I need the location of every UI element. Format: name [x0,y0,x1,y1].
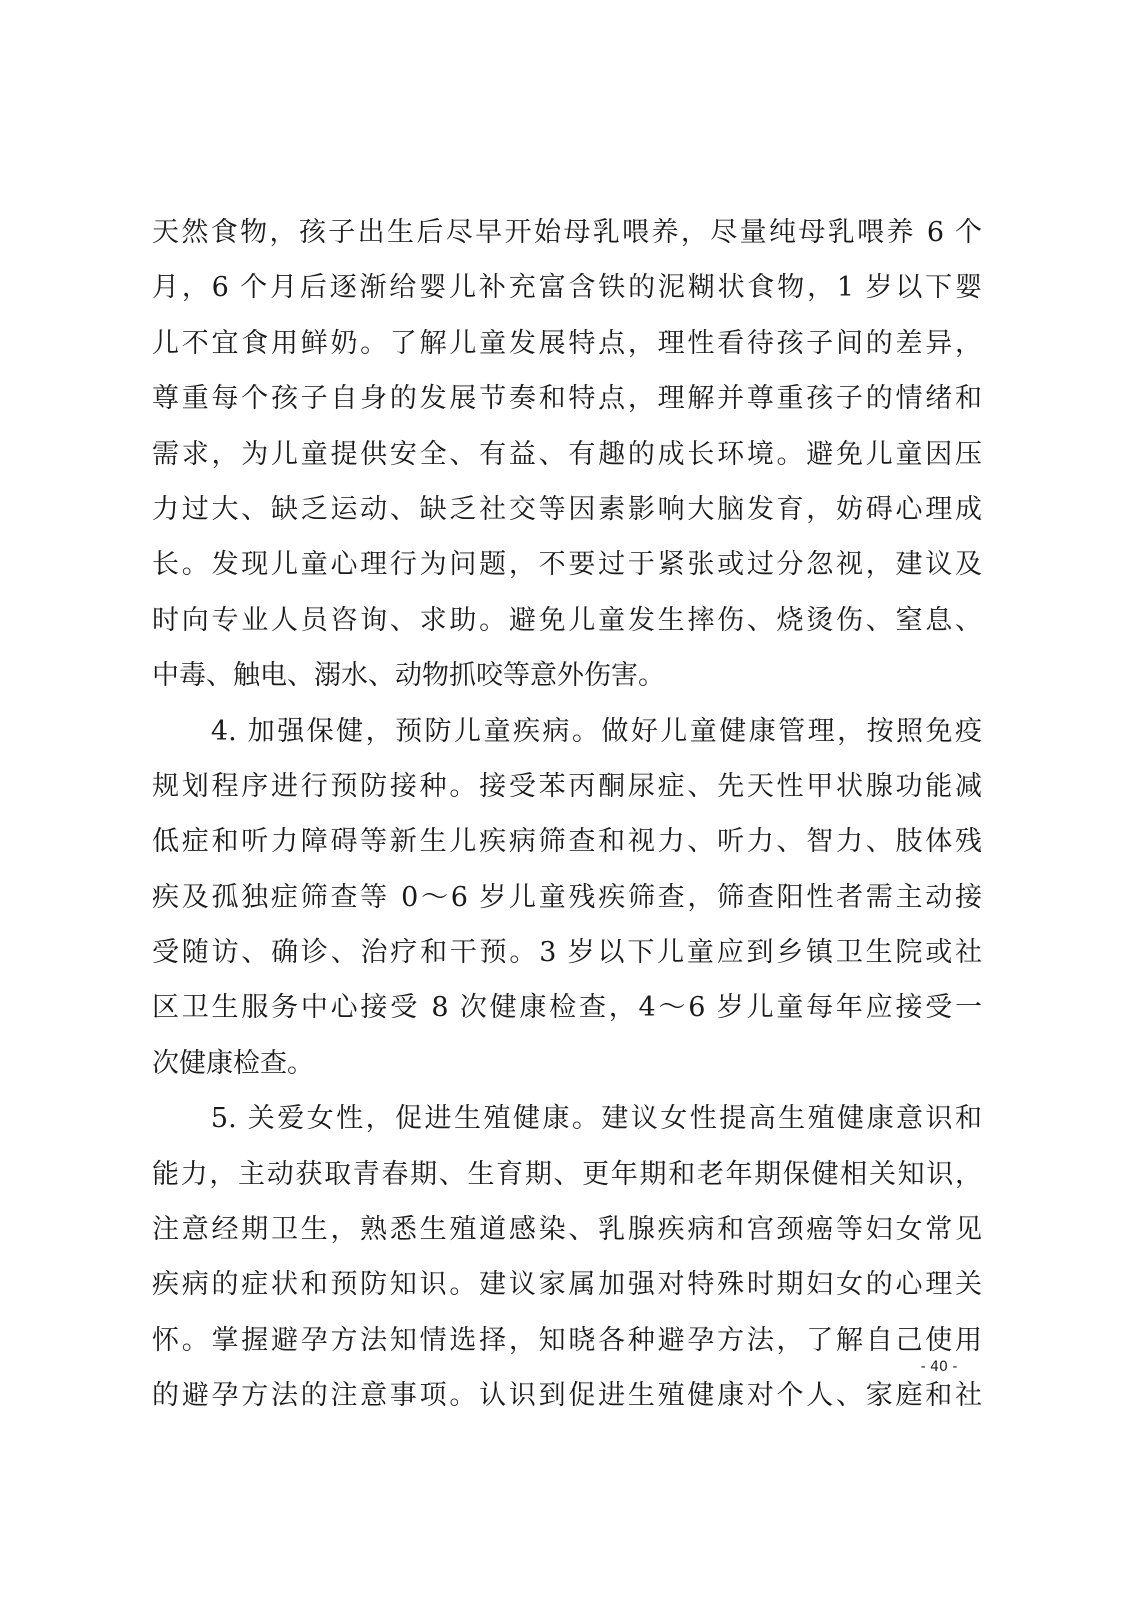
text-line: 怀。掌握避孕方法知情选择，知晓各种避孕方法，了解自己使用 [152,1324,982,1356]
text-line: 儿不宜食用鲜奶。了解儿童发展特点，理性看待孩子间的差异， [152,327,982,359]
text-line: 规划程序进行预防接种。接受苯丙酮尿症、先天性甲状腺功能减 [152,770,982,802]
page-number: - 40 - [920,1359,958,1375]
text-line: 受随访、确诊、治疗和干预。3 岁以下儿童应到乡镇卫生院或社 [152,937,982,969]
text-line: 时向专业人员咨询、求助。避免儿童发生摔伤、烧烫伤、窒息、 [152,604,982,636]
text-line: 能力，主动获取青春期、生育期、更年期和老年期保健相关知识， [152,1158,982,1190]
text-line: 天然食物，孩子出生后尽早开始母乳喂养，尽量纯母乳喂养 6 个 [152,217,982,248]
text-line: 月，6 个月后逐渐给婴儿补充富含铁的泥糊状食物，1 岁以下婴 [152,272,982,304]
text-line: 注意经期卫生，熟悉生殖道感染、乳腺疾病和宫颈癌等妇女常见 [152,1214,982,1246]
text-line: 长。发现儿童心理行为问题，不要过于紧张或过分忽视，建议及 [152,549,982,581]
text-line: 4. 加强保健，预防儿童疾病。做好儿童健康管理，按照免疫 [152,715,982,747]
body-text [152,205,982,1424]
text-line: 尊重每个孩子自身的发展节奏和特点，理解并尊重孩子的情绪和 [152,383,982,415]
text-line: 需求，为儿童提供安全、有益、有趣的成长环境。避免儿童因压 [152,438,982,470]
text-line: 疾及孤独症筛查等 0～6 岁儿童残疾筛查，筛查阳性者需主动接 [152,881,982,913]
text-line: 中毒、触电、溺水、动物抓咬等意外伤害。 [152,660,665,692]
text-line: 5. 关爱女性，促进生殖健康。建议女性提高生殖健康意识和 [152,1103,982,1135]
text-line: 力过大、缺乏运动、缺乏社交等因素影响大脑发育，妨碍心理成 [152,493,982,525]
text-line: 的避孕方法的注意事项。认识到促进生殖健康对个人、家庭和社 [152,1380,982,1412]
text-line: 低症和听力障碍等新生儿疾病筛查和视力、听力、智力、肢体残 [152,826,982,858]
text-line: 疾病的症状和预防知识。建议家属加强对特殊时期妇女的心理关 [152,1269,982,1301]
text-line: 次健康检查。 [152,1047,314,1079]
text-line: 区卫生服务中心接受 8 次健康检查，4～6 岁儿童每年应接受一 [152,992,982,1024]
